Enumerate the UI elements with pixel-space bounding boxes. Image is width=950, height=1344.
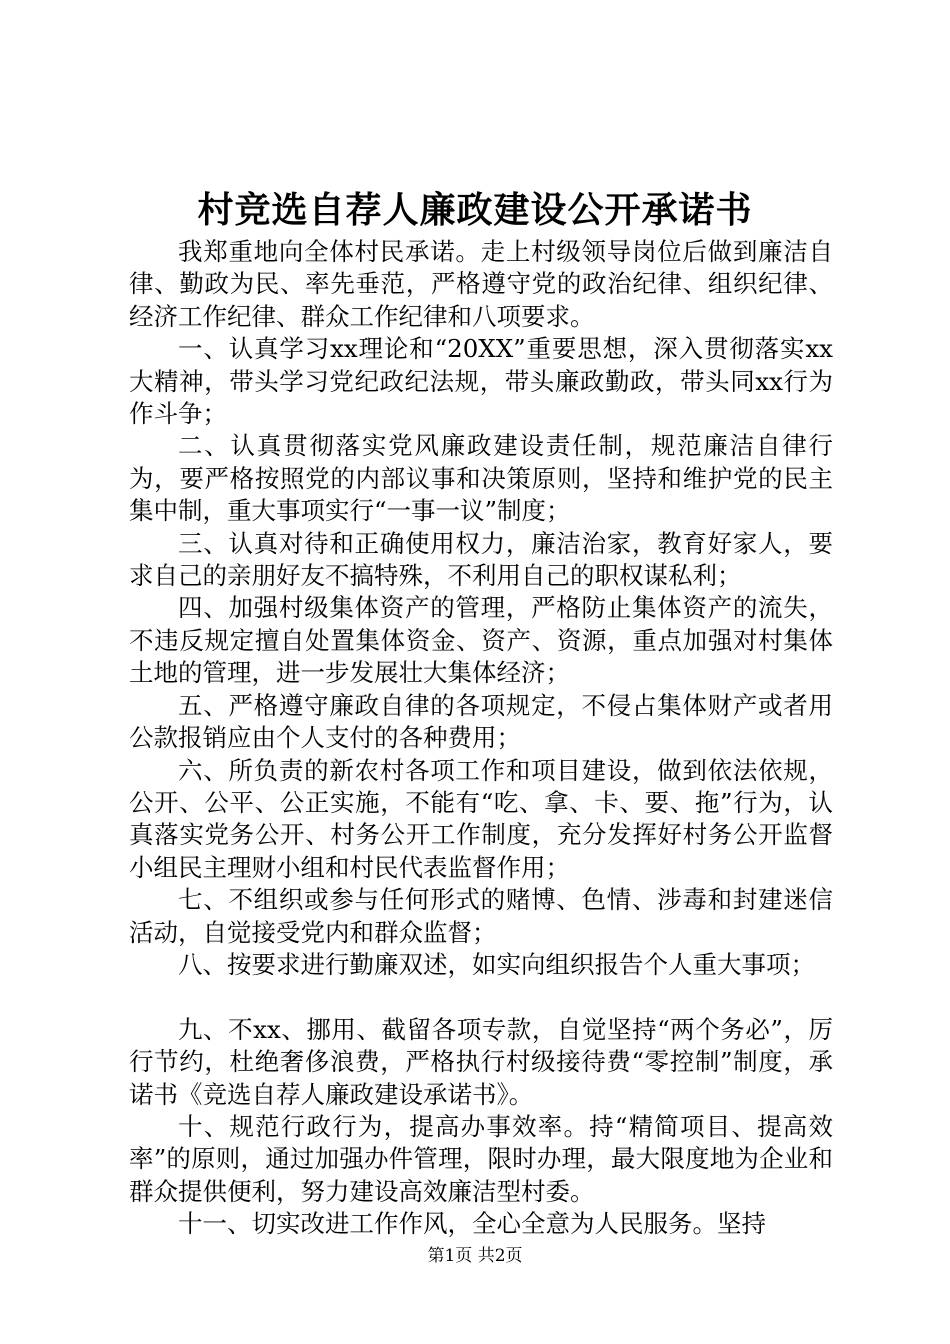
document-body <box>129 236 833 1241</box>
paragraph-item-1: 一、认真学习xx理论和“20XX”重要思想，深入贯彻落实xx大精神，带头学习党纪政纪法规，带头廉政勤政，带头同xx行为作斗争； <box>129 334 833 429</box>
paragraph-item-6: 六、所负责的新农村各项工作和项目建设，做到依法依规，公开、公平、公正实施，不能有“吃、拿、卡、要、拖”行为，认真落实党务公开、村务公开工作制度，充分发挥好村务公开监督小组民主理财小组和村民代表监督作用； <box>129 755 833 882</box>
paragraph-item-10: 十、规范行政行为，提高办事效率。持“精简项目、提高效率”的原则，通过加强办件管理，限时办理，最大限度地为企业和群众提供便利，努力建设高效廉洁型村委。 <box>129 1111 833 1206</box>
paragraph-item-9: 九、不xx、挪用、截留各项专款，自觉坚持“两个务必”，厉行节约，杜绝奢侈浪费，严格执行村级接待费“零控制”制度，承诺书《竞选自荐人廉政建设承诺书》。 <box>129 1014 833 1109</box>
paragraph-intro: 我郑重地向全体村民承诺。走上村级领导岗位后做到廉洁自律、勤政为民、率先垂范，严格遵守党的政治纪律、组织纪律、经济工作纪律、群众工作纪律和八项要求。 <box>129 237 833 331</box>
blank-line <box>129 981 833 1013</box>
page-footer: 第1页 共2页 <box>427 1246 523 1266</box>
paragraph-item-4: 四、加强村级集体资产的管理，严格防止集体资产的流失，不违反规定擅自处置集体资金、资产、资源，重点加强对村集体土地的管理，进一步发展壮大集体经济； <box>129 593 833 688</box>
paragraph-item-5: 五、严格遵守廉政自律的各项规定，不侵占集体财产或者用公款报销应由个人支付的各种费用； <box>129 690 833 753</box>
document-title: 村竞选自荐人廉政建设公开承诺书 <box>197 189 753 231</box>
paragraph-item-7: 七、不组织或参与任何形式的赌博、色情、涉毒和封建迷信活动，自觉接受党内和群众监督； <box>129 885 833 947</box>
paragraph-item-2: 二、认真贯彻落实党风廉政建设责任制，规范廉洁自律行为，要严格按照党的内部议事和决策原则，坚持和维护党的民主集中制，重大事项实行“一事一议”制度； <box>129 431 833 526</box>
paragraph-item-11: 十一、切实改进工作作风，全心全意为人民服务。坚持 <box>178 1209 766 1239</box>
paragraph-item-3: 三、认真对待和正确使用权力，廉洁治家，教育好家人，要求自己的亲朋好友不搞特殊，不利用自己的职权谋私利； <box>129 528 833 591</box>
paragraph-item-8: 八、按要求进行勤廉双述，如实向组织报告个人重大事项； <box>178 949 815 979</box>
